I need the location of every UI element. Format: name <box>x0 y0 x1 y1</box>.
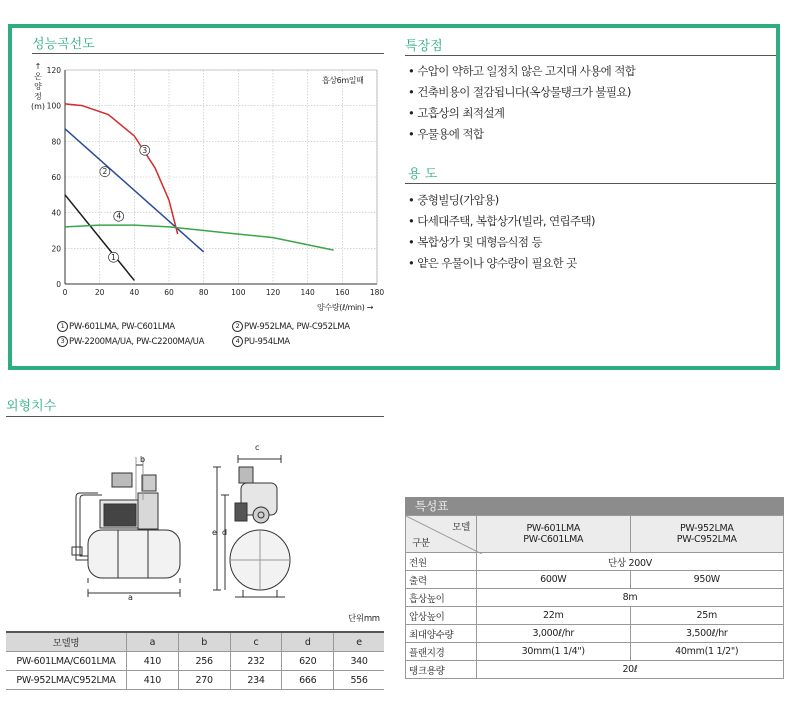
chart-annotation: 흡상6m일때 <box>322 76 364 85</box>
table-cell: PW-952LMA/C952LMA <box>6 671 127 690</box>
performance-chart <box>40 60 390 310</box>
y-tick-label: 100 <box>46 101 61 111</box>
features-list <box>408 61 635 145</box>
header-cell: a <box>127 632 179 652</box>
legend-text: PU-954LMA <box>244 337 290 347</box>
series-line-1 <box>65 195 134 281</box>
specs-banner: 특성표 <box>405 497 784 515</box>
corner-label-model: 모델 <box>452 522 470 533</box>
curve-label-text: 1 <box>111 252 116 262</box>
legend-number: 3 <box>57 336 68 347</box>
x-tick-label: 140 <box>300 288 315 297</box>
table-row <box>406 661 784 679</box>
table-cell: 256 <box>178 652 230 671</box>
model-name: PW-601LMA <box>526 523 581 534</box>
performance-title: 성능곡선도 <box>32 37 95 52</box>
row-label: 플랜지경 <box>406 643 477 661</box>
dim-label-e: e <box>212 528 217 537</box>
model-name: PW-952LMA <box>679 523 734 534</box>
dim-label-d: d <box>222 528 228 537</box>
table-cell: 234 <box>230 671 282 690</box>
legend-item <box>232 321 350 332</box>
header-cell: e <box>334 632 384 652</box>
y-tick-label: 120 <box>46 66 61 75</box>
table-cell: 950W <box>630 571 784 589</box>
table-cell: 22m <box>477 607 631 625</box>
curve-label-text: 4 <box>116 211 122 221</box>
x-tick-label: 40 <box>129 288 140 297</box>
dim-label-b: b <box>140 455 146 464</box>
usage-divider <box>405 183 776 184</box>
x-tick-label: 20 <box>94 288 105 297</box>
specs-header-row <box>406 516 784 553</box>
table-cell: 20ℓ <box>477 661 784 679</box>
table-cell: 666 <box>282 671 334 690</box>
legend-item <box>57 321 175 332</box>
row-label: 전원 <box>406 553 477 571</box>
dimensions-title: 외형치수 <box>6 399 57 414</box>
pump-front-view-drawing <box>205 445 295 610</box>
y-tick-label: 80 <box>51 137 61 147</box>
x-tick-label: 80 <box>198 288 209 297</box>
feature-item: • 수압이 약하고 일정치 않은 고지대 사용에 적합 <box>408 64 636 78</box>
table-header-row <box>6 632 384 652</box>
usage-item: • 다세대주택, 복합상가(빌라, 연립주택) <box>408 214 595 228</box>
model2-header <box>630 516 784 553</box>
header-cell: 모델명 <box>6 632 127 652</box>
x-axis-label: 양수량(ℓ/min) → <box>317 303 374 312</box>
row-label: 압상높이 <box>406 607 477 625</box>
table-cell: 410 <box>127 652 179 671</box>
table-cell: 8m <box>477 589 784 607</box>
x-tick-label: 120 <box>265 288 281 297</box>
y-tick-label: 60 <box>51 173 61 182</box>
corner-cell <box>406 516 477 553</box>
table-row <box>6 652 384 671</box>
usage-title: 용 도 <box>408 167 438 182</box>
x-tick-label: 180 <box>369 288 385 297</box>
table-cell: 556 <box>334 671 384 690</box>
table-row <box>406 625 784 643</box>
table-row <box>406 643 784 661</box>
y-tick-label: 0 <box>56 280 61 289</box>
legend-item <box>57 336 204 347</box>
feature-item: • 건축비용이 절감됩니다(옥상물탱크가 불필요) <box>408 85 631 99</box>
feature-item: • 고흡상의 최적설계 <box>408 106 505 120</box>
table-cell: 30mm(1 1/4") <box>477 643 631 661</box>
row-label: 출력 <box>406 571 477 589</box>
row-label: 최대양수량 <box>406 625 477 643</box>
legend-number: 2 <box>232 321 243 332</box>
table-cell: 340 <box>334 652 384 671</box>
row-label: 탱크용량 <box>406 661 477 679</box>
usage-item: • 얕은 우물이나 양수량이 필요한 곳 <box>408 256 577 270</box>
legend-text: PW-952LMA, PW-C952LMA <box>244 322 350 332</box>
table-row <box>406 589 784 607</box>
x-tick-label: 100 <box>231 288 246 297</box>
dimensions-table <box>6 631 384 690</box>
series-line-4 <box>65 225 334 250</box>
usage-list <box>408 190 595 274</box>
performance-divider <box>32 53 384 54</box>
legend-text: PW-2200MA/UA, PW-C2200MA/UA <box>69 337 205 347</box>
usage-item: • 중형빌딩(가압용) <box>408 193 499 207</box>
usage-item: • 복합상가 및 대형음식점 등 <box>408 235 543 249</box>
header-cell: b <box>178 632 230 652</box>
table-cell: 3,000ℓ/hr <box>477 625 631 643</box>
dim-label-c: c <box>255 443 260 452</box>
x-tick-label: 160 <box>335 288 350 297</box>
y-tick-label: 20 <box>51 244 61 254</box>
features-title: 특장점 <box>405 39 443 54</box>
legend-text: PW-601LMA, PW-C601LMA <box>69 322 175 332</box>
dimensions-divider <box>6 416 384 417</box>
model1-header <box>477 516 631 553</box>
table-cell: 600W <box>477 571 631 589</box>
legend-number: 4 <box>232 336 243 347</box>
table-cell: 단상 200V <box>477 553 784 571</box>
model-name: PW-C601LMA <box>523 534 584 545</box>
features-divider <box>405 55 776 56</box>
y-label-char: 양 <box>34 82 42 91</box>
table-cell: 232 <box>230 652 282 671</box>
y-label-unit: (m) <box>30 102 46 111</box>
table-cell: PW-601LMA/C601LMA <box>6 652 127 671</box>
y-tick-label: 40 <box>51 208 61 218</box>
pump-side-view-drawing <box>68 455 188 605</box>
table-cell: 3,500ℓ/hr <box>630 625 784 643</box>
model-name: PW-C952LMA <box>676 534 737 545</box>
table-row <box>6 671 384 690</box>
table-cell: 25m <box>630 607 784 625</box>
unit-label: 단위mm <box>348 614 380 624</box>
x-tick-label: 60 <box>164 288 174 297</box>
curve-label-text: 3 <box>142 145 148 155</box>
row-label: 흡상높이 <box>406 589 477 607</box>
y-label-char: 온 <box>34 72 42 81</box>
table-cell: 410 <box>127 671 179 690</box>
y-label-char: 정 <box>34 92 42 101</box>
dim-label-a: a <box>128 593 133 602</box>
legend-item <box>232 336 290 347</box>
table-row <box>406 571 784 589</box>
table-cell: 40mm(1 1/2") <box>630 643 784 661</box>
table-cell: 270 <box>178 671 230 690</box>
feature-item: • 우물용에 적합 <box>408 127 484 141</box>
table-row <box>406 553 784 571</box>
header-cell: d <box>282 632 334 652</box>
x-tick-label: 0 <box>62 288 68 297</box>
corner-label-group: 구분 <box>412 538 430 549</box>
table-row <box>406 607 784 625</box>
legend-number: 1 <box>57 321 68 332</box>
specs-table <box>405 515 784 679</box>
table-cell: 620 <box>282 652 334 671</box>
header-cell: c <box>230 632 282 652</box>
curve-label-text: 2 <box>102 167 108 177</box>
y-label-arrow: ↑ <box>34 62 42 71</box>
